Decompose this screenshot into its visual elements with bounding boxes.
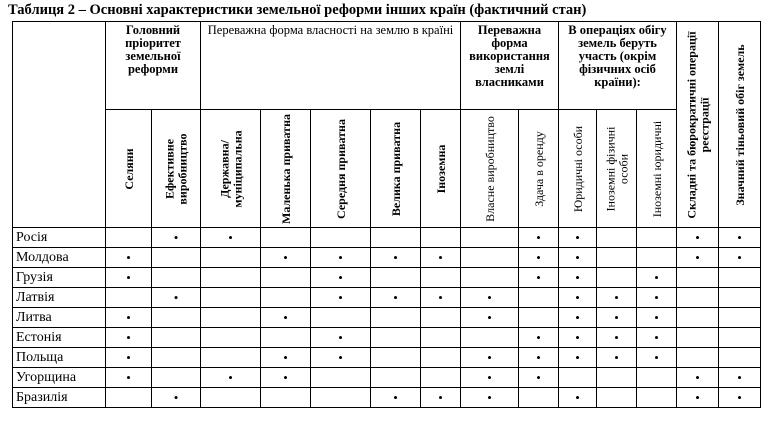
empty-cell [311,388,371,408]
empty-cell [261,388,311,408]
mark-dot: • [559,248,597,268]
mark-dot: • [719,248,761,268]
header-legal-entities [559,110,597,228]
land-reform-table [12,21,761,408]
empty-cell [311,368,371,388]
empty-cell [311,228,371,248]
empty-cell [201,388,261,408]
mark-dot: • [201,368,261,388]
empty-cell [421,268,461,288]
mark-dot: • [461,288,519,308]
mark-dot: • [152,288,201,308]
mark-dot: • [519,248,559,268]
mark-dot: • [421,248,461,268]
empty-cell [597,228,637,248]
table-row [13,248,761,268]
header-foreign-individuals [597,110,637,228]
country-name: Литва [13,308,106,328]
header-label: Маленька приватна [278,113,293,224]
empty-cell [261,228,311,248]
empty-cell [637,368,677,388]
empty-cell [421,368,461,388]
mark-dot: • [559,268,597,288]
mark-dot: • [421,288,461,308]
table-row [13,268,761,288]
header-peasants [106,110,152,228]
empty-cell [152,328,201,348]
header-state-municipal [201,110,261,228]
mark-dot: • [677,248,719,268]
mark-dot: • [461,308,519,328]
header-label: Іноземні юридичні [649,120,664,217]
empty-cell [461,248,519,268]
header-label: Середня приватна [333,118,348,219]
mark-dot: • [597,308,637,328]
header-medium-private [311,110,371,228]
header-label: Юридичні особи [570,125,585,212]
group-turnover: В операціях обігу земель беруть участь (окрім фізичних осіб країни): [559,22,677,110]
empty-cell [461,328,519,348]
mark-dot: • [677,368,719,388]
empty-cell [152,368,201,388]
empty-cell [719,308,761,328]
mark-dot: • [559,328,597,348]
empty-cell [519,388,559,408]
empty-cell [597,268,637,288]
mark-dot: • [311,328,371,348]
mark-dot: • [261,368,311,388]
table-row [13,288,761,308]
header-label: Велика приватна [388,121,403,216]
mark-dot: • [519,328,559,348]
empty-cell [371,228,421,248]
empty-cell [152,308,201,328]
empty-cell [421,308,461,328]
country-name: Молдова [13,248,106,268]
mark-dot: • [637,308,677,328]
mark-dot: • [311,288,371,308]
empty-cell [261,268,311,288]
empty-cell [597,388,637,408]
country-name: Польща [13,348,106,368]
empty-cell [371,308,421,328]
empty-cell [371,348,421,368]
mark-dot: • [519,348,559,368]
mark-dot: • [261,348,311,368]
mark-dot: • [106,268,152,288]
mark-dot: • [677,228,719,248]
country-name: Бразилія [13,388,106,408]
country-name: Грузія [13,268,106,288]
mark-dot: • [461,388,519,408]
empty-cell [519,308,559,328]
empty-cell [461,228,519,248]
empty-cell [461,268,519,288]
header-label: Іноземна [433,144,448,193]
mark-dot: • [637,328,677,348]
mark-dot: • [559,308,597,328]
mark-dot: • [261,248,311,268]
empty-cell [719,348,761,368]
group-ownership: Переважна форма власності на землю в країні [201,22,461,110]
mark-dot: • [311,248,371,268]
table-row [13,228,761,248]
empty-cell [677,308,719,328]
empty-cell [421,228,461,248]
table-row [13,328,761,348]
mark-dot: • [519,368,559,388]
empty-cell [637,388,677,408]
table-row [13,348,761,368]
table-row [13,388,761,408]
country-name: Латвія [13,288,106,308]
empty-cell [559,368,597,388]
empty-cell [152,248,201,268]
empty-cell [719,288,761,308]
corner-cell [13,22,106,228]
mark-dot: • [261,308,311,328]
header-bureaucracy [677,22,719,228]
mark-dot: • [597,288,637,308]
header-lease [519,110,559,228]
mark-dot: • [719,368,761,388]
table-row [13,368,761,388]
mark-dot: • [421,388,461,408]
mark-dot: • [106,368,152,388]
header-foreign [421,110,461,228]
mark-dot: • [461,368,519,388]
mark-dot: • [152,228,201,248]
mark-dot: • [519,268,559,288]
mark-dot: • [311,348,371,368]
empty-cell [597,248,637,268]
empty-cell [421,328,461,348]
header-label: Іноземні фізичні особи [603,126,630,211]
country-name: Естонія [13,328,106,348]
empty-cell [371,368,421,388]
mark-dot: • [106,328,152,348]
mark-dot: • [371,288,421,308]
header-own-production [461,110,519,228]
mark-dot: • [461,348,519,368]
mark-dot: • [106,348,152,368]
mark-dot: • [311,268,371,288]
mark-dot: • [371,248,421,268]
empty-cell [152,348,201,368]
header-small-private [261,110,311,228]
empty-cell [201,248,261,268]
empty-cell [677,348,719,368]
mark-dot: • [559,388,597,408]
empty-cell [106,288,152,308]
header-large-private [371,110,421,228]
header-shadow-turnover [719,22,761,228]
mark-dot: • [152,388,201,408]
empty-cell [201,308,261,328]
table-row [13,308,761,328]
empty-cell [106,388,152,408]
empty-cell [371,268,421,288]
empty-cell [201,348,261,368]
empty-cell [371,328,421,348]
empty-cell [261,328,311,348]
empty-cell [106,228,152,248]
mark-dot: • [106,308,152,328]
mark-dot: • [637,288,677,308]
mark-dot: • [637,348,677,368]
empty-cell [201,288,261,308]
group-usage: Переважна форма використання землі власниками [461,22,559,110]
header-label: Селяни [121,147,136,190]
empty-cell [201,328,261,348]
table-caption: Таблиця 2 – Основні характеристики земельної реформи інших країн (фактичний стан) [8,2,587,18]
empty-cell [719,268,761,288]
mark-dot: • [559,288,597,308]
header-label: Власне виробництво [482,115,497,222]
country-name: Росія [13,228,106,248]
header-label: Значний тіньовий обіг земель [732,43,747,206]
empty-cell [311,308,371,328]
mark-dot: • [637,268,677,288]
header-label: Складні та бюрократичні операції реєстрації [684,30,711,219]
mark-dot: • [559,228,597,248]
mark-dot: • [519,228,559,248]
empty-cell [637,228,677,248]
empty-cell [152,268,201,288]
empty-cell [519,288,559,308]
header-efficient-production [152,110,201,228]
empty-cell [677,268,719,288]
mark-dot: • [719,388,761,408]
empty-cell [637,248,677,268]
mark-dot: • [201,228,261,248]
empty-cell [201,268,261,288]
header-label: Державна/ муніципальна [217,129,244,208]
header-label: Здача в оренду [531,130,546,207]
mark-dot: • [597,348,637,368]
group-priority: Головний пріоритет земельної реформи [106,22,201,110]
empty-cell [719,328,761,348]
header-label: Ефективне виробництво [162,132,189,205]
empty-cell [677,328,719,348]
mark-dot: • [106,248,152,268]
empty-cell [597,368,637,388]
mark-dot: • [559,348,597,368]
header-foreign-legal [637,110,677,228]
country-name: Угорщина [13,368,106,388]
empty-cell [421,348,461,368]
mark-dot: • [677,388,719,408]
mark-dot: • [719,228,761,248]
mark-dot: • [597,328,637,348]
empty-cell [261,288,311,308]
mark-dot: • [371,388,421,408]
empty-cell [677,288,719,308]
